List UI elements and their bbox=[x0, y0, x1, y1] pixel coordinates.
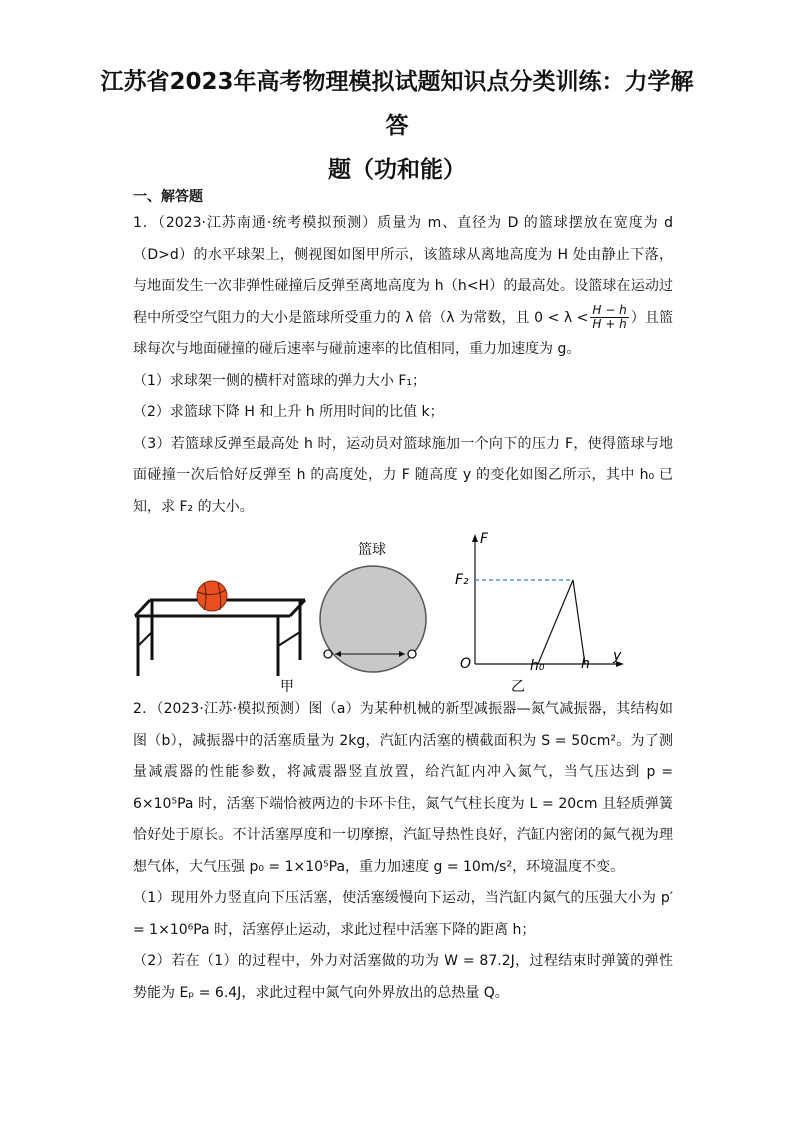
figure-yi-label: 乙 bbox=[511, 679, 525, 695]
f2-tick-label: F₂ bbox=[455, 572, 469, 588]
origin-label: O bbox=[460, 656, 472, 672]
h0-tick-label: h₀ bbox=[530, 658, 545, 674]
question-1-figures bbox=[130, 528, 650, 698]
question-2-stem: 2．（2023·江苏·模拟预测）图（a）为某种机械的新型减振器—氮气减振器，其结构如图（b），减振器中的活塞质量为 2kg，汽缸内活塞的横截面积为 S = 50cm²。为了测量减震器的性能参数，将减震器竖直放置，给汽缸内冲入氮气，当气压达到 p = 6×10⁵Pa 时，活塞下端恰被两边的卡环卡住，氮气气柱长度为 L = 20cm 且轻质弹簧恰好处于原长。不计活塞厚度和一切摩擦，汽缸导热性良好，汽缸内密闭的氮气视为理想气体，大气压强 p₀ = 1×10⁵Pa，重力加速度 g = 10m/s²，环境温度不变。 bbox=[133, 701, 673, 875]
question-1-part-2: （2）求篮球下降 H 和上升 h 所用时间的比值 k； bbox=[133, 404, 444, 420]
question-1-intro: 1．（2023·江苏南通·统考模拟预测）质量为 m、直径为 D 的篮球摆放在宽度为 d（D>d）的水平球架上，侧视图如图甲所示，该篮球从离地高度为 H 处由静止下落，与地面发生一次非弹性碰撞后反弹至离地高度为 h（h<H）的最高处。设篮球在运动过程中所受空气阻力的大小是篮球所受重力的 λ 倍（λ 为常数，且 0 < λ < bbox=[133, 215, 673, 326]
figure-jia-ball-rack bbox=[135, 581, 305, 695]
ball-label: 篮球 bbox=[358, 542, 386, 558]
basketball-icon bbox=[197, 581, 227, 611]
figure-yi-force-graph bbox=[455, 531, 624, 695]
fraction-numerator: H − h bbox=[592, 303, 627, 317]
title-line-1: 江苏省2023年高考物理模拟试题知识点分类训练：力学解答 bbox=[100, 69, 694, 139]
h-tick-label: h bbox=[581, 656, 590, 672]
figure-ball-side-view bbox=[320, 542, 426, 672]
axis-f-label: F bbox=[480, 531, 489, 547]
question-1-intro-tail: ）且篮球每次与地面碰撞的碰后速率与碰前速率的比值相同，重力加速度为 g。 bbox=[133, 309, 674, 357]
question-2-part-2: （2）若在（1）的过程中，外力对活塞做的功为 W = 87.2J，过程结束时弹簧的弹性势能为 Eₚ = 6.4J，求此过程中氮气向外界放出的总热量 Q。 bbox=[133, 953, 673, 1001]
question-2 bbox=[133, 694, 673, 1009]
section-heading: 一、解答题 bbox=[133, 189, 203, 205]
figure-jia-label: 甲 bbox=[280, 679, 294, 695]
lambda-bound-fraction bbox=[590, 304, 628, 331]
question-1-part-1: （1）求球架一侧的横杆对篮球的弹力大小 F₁； bbox=[133, 372, 427, 389]
title-line-2: 题（功和能） bbox=[328, 157, 466, 183]
question-1-stem bbox=[133, 208, 673, 366]
question-1 bbox=[133, 208, 673, 523]
question-1-part-3: （3）若篮球反弹至最高处 h 时，运动员对篮球施加一个向下的压力 F，使得篮球与地面碰撞一次后恰好反弹至 h 的高度处，力 F 随高度 y 的变化如图乙所示，其中 h₀ 已知，求 F₂ 的大小。 bbox=[133, 435, 673, 515]
question-2-part-1: （1）现用外力竖直向下压活塞，使活塞缓慢向下运动，当汽缸内氮气的压强大小为 p′ = 1×10⁶Pa 时，活塞停止运动，求此过程中活塞下降的距离 h； bbox=[133, 890, 673, 938]
fraction-denominator: H + h bbox=[592, 317, 627, 331]
document-title bbox=[100, 60, 694, 192]
axis-y-label: y bbox=[613, 648, 622, 664]
